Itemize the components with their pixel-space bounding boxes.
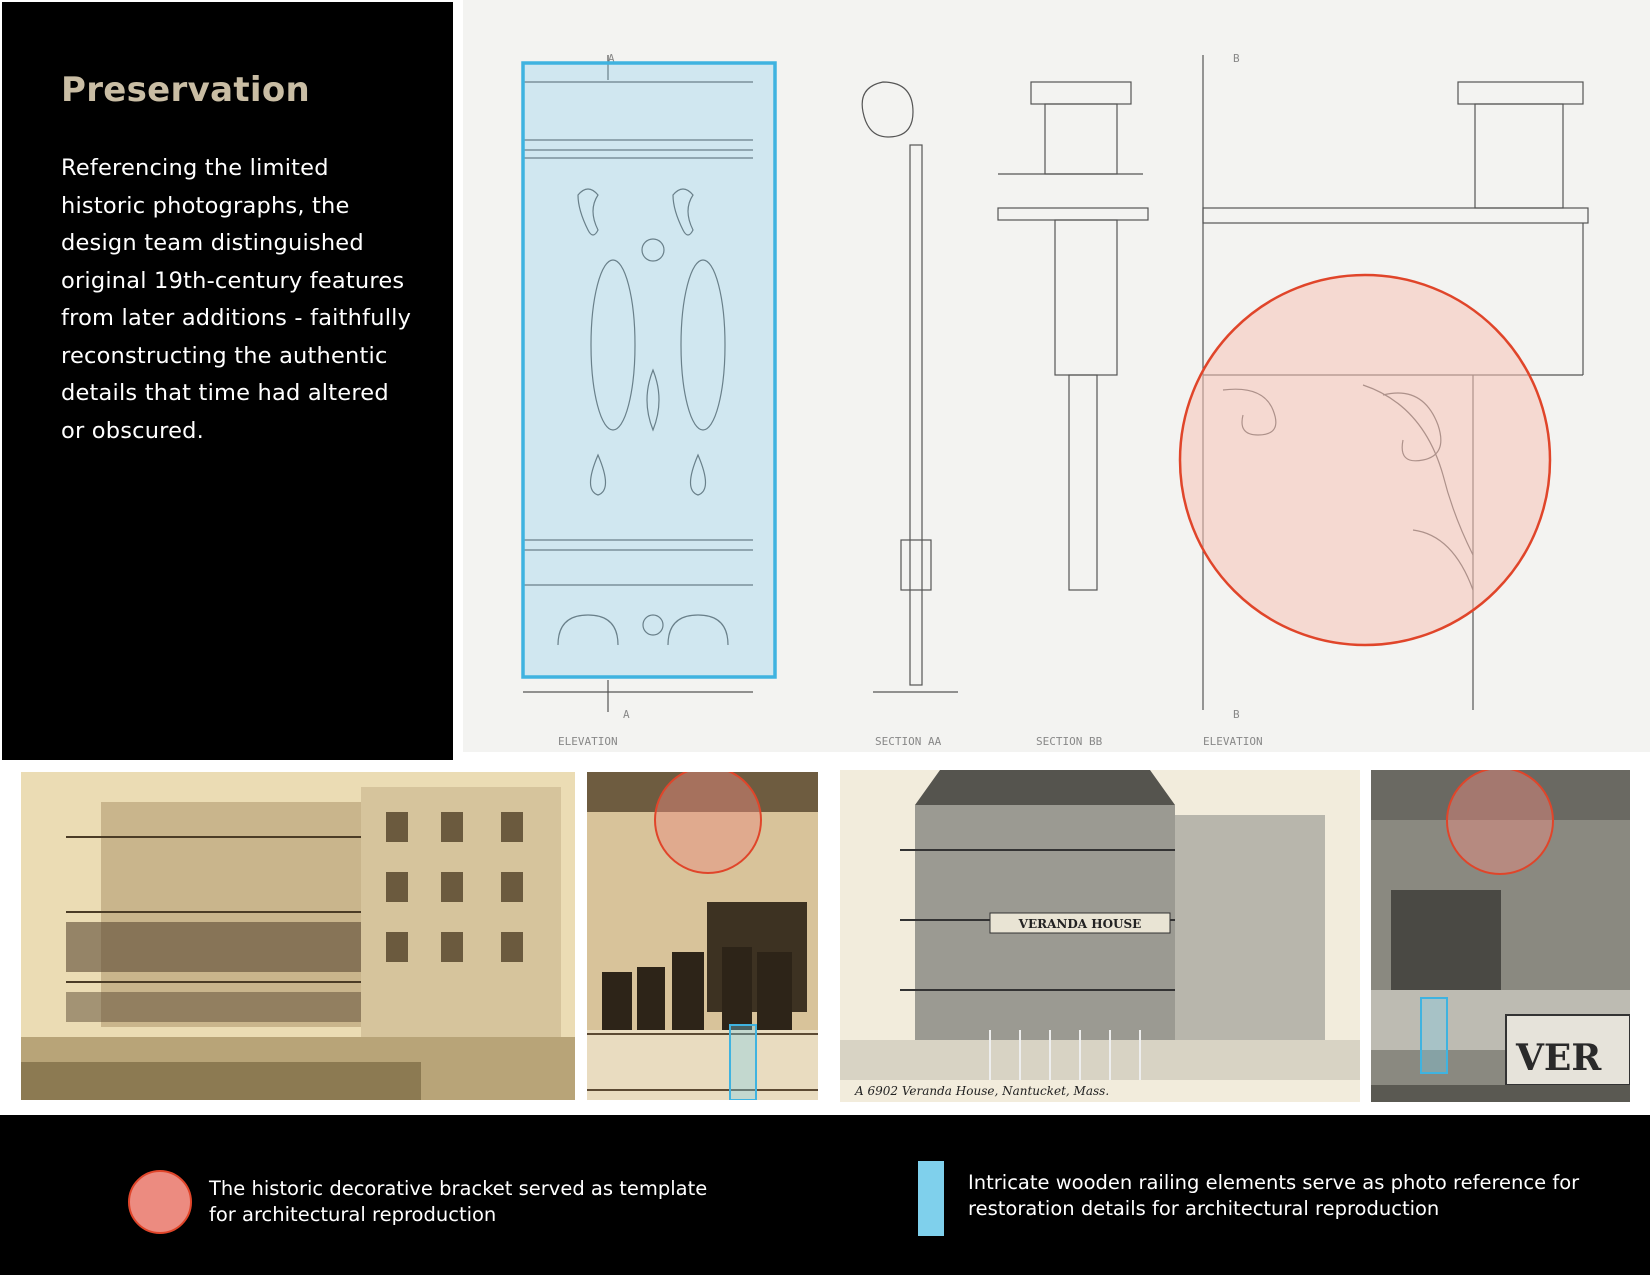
railing-highlight-rect (730, 1025, 756, 1100)
crop-sign-text: VER (1516, 1037, 1602, 1079)
bracket-highlight-circle (655, 772, 761, 873)
legend-bracket-text: The historic decorative bracket served as template for architectural reproduction (209, 1177, 708, 1226)
section-mark-b-bottom: B (1233, 708, 1240, 721)
label-section-bb: SECTION BB (1036, 735, 1103, 748)
legend-railing-rect-icon (918, 1161, 944, 1236)
railing-highlight-rect (523, 63, 775, 677)
label-elevation-right: ELEVATION (1203, 735, 1263, 748)
section-mark-b-top: B (1233, 52, 1240, 65)
legend-railing-text: Intricate wooden railing elements serve as photo reference for restoration details for architectural reproduction (968, 1171, 1580, 1220)
label-section-aa: SECTION AA (875, 735, 942, 748)
section-heading: Preservation (61, 70, 310, 110)
section-mark-a-top: A (608, 52, 615, 65)
legend-bracket-circle-icon (128, 1170, 192, 1234)
bracket-highlight-circle (1180, 275, 1550, 645)
historic-photo-detail-crop (587, 772, 818, 1100)
postcard-caption: A 6902 Veranda House, Nantucket, Mass. (855, 1084, 1110, 1098)
bracket-highlight-circle (1447, 770, 1553, 874)
postcard-detail-crop (1371, 770, 1630, 1102)
section-body-text: Referencing the limited historic photographs, the design team distinguished original 19th-century features from later additions - faithfully reconstructing the authentic details that time had altered or obscured. (61, 155, 412, 444)
architectural-drawing (463, 0, 1650, 752)
section-mark-a-bottom: A (623, 708, 630, 721)
label-elevation-left: ELEVATION (558, 735, 618, 748)
historic-postcard (840, 770, 1360, 1102)
railing-highlight-rect (1421, 998, 1447, 1073)
postcard-sign-text: VERANDA HOUSE (1018, 917, 1142, 931)
historic-photo-building (21, 772, 575, 1100)
